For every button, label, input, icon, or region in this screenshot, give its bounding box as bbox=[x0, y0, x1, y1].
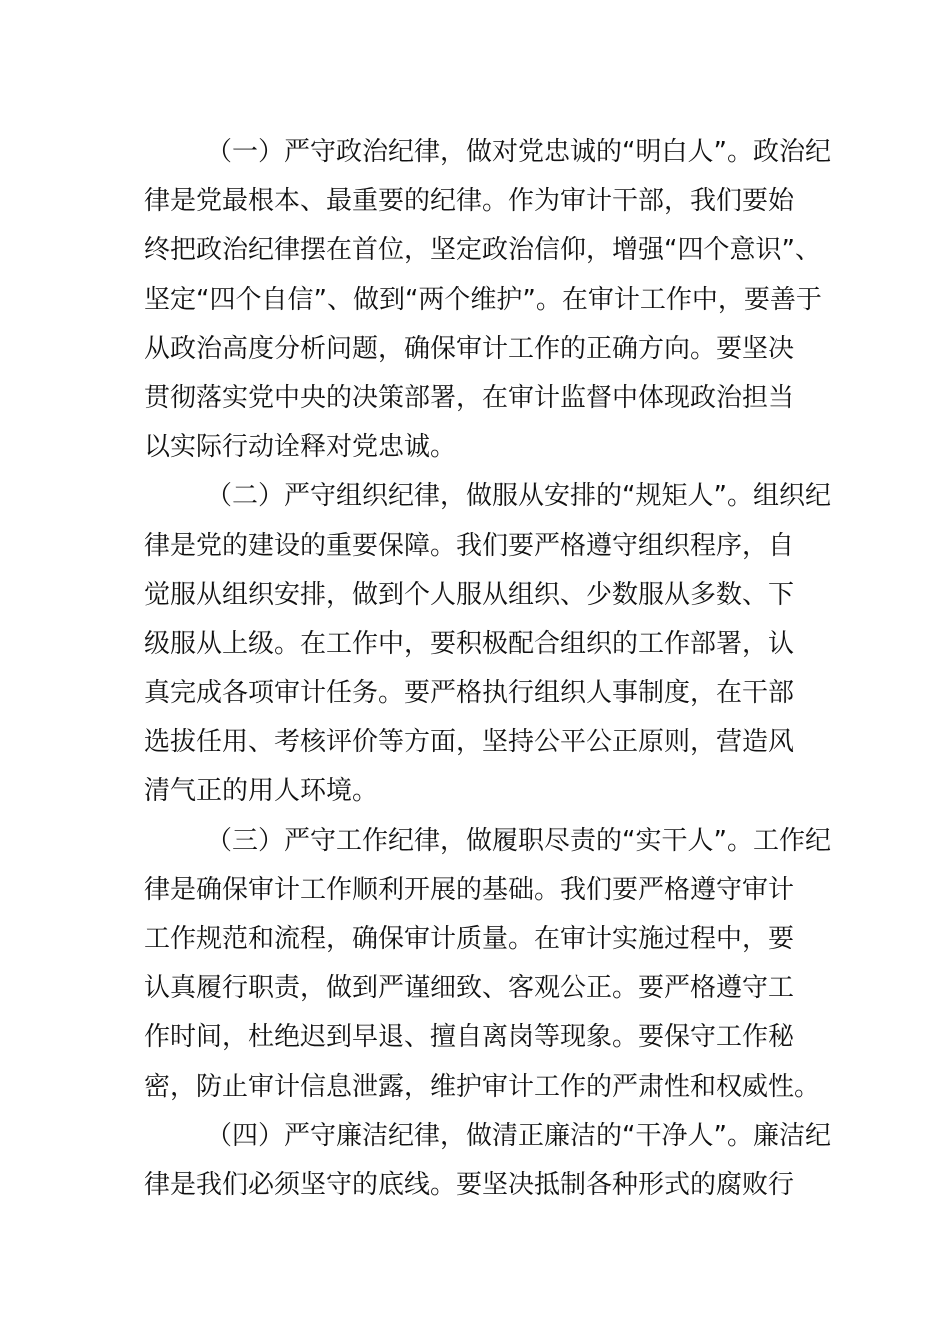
text-line: 贯彻落实党中央的决策部署，在审计监督中体现政治担当 bbox=[144, 382, 795, 413]
paragraph-first-line: （四）严守廉洁纪律，做清正廉洁的“干净人”。廉洁纪 bbox=[206, 1120, 831, 1151]
text-line: 作时间，杜绝迟到早退、擅自离岗等现象。要保守工作秘 bbox=[144, 1022, 795, 1053]
text-line: 律是确保审计工作顺利开展的基础。我们要严格遵守审计 bbox=[144, 874, 795, 905]
document-body bbox=[144, 128, 831, 1210]
text-line: 觉服从组织安排，做到个人服从组织、少数服从多数、下 bbox=[144, 579, 795, 610]
text-line: 律是党的建设的重要保障。我们要严格遵守组织程序，自 bbox=[144, 530, 795, 561]
text-line: 终把政治纪律摆在首位，坚定政治信仰，增强“四个意识”、 bbox=[144, 235, 821, 266]
text-line: 清气正的用人环境。 bbox=[144, 776, 379, 807]
paragraph-first-line: （一）严守政治纪律，做对党忠诚的“明白人”。政治纪 bbox=[206, 137, 831, 167]
text-line: 密，防止审计信息泄露，维护审计工作的严肃性和权威性。 bbox=[144, 1071, 821, 1102]
text-line: 从政治高度分析问题，确保审计工作的正确方向。要坚决 bbox=[144, 333, 795, 364]
text-line: 坚定“四个自信”、做到“两个维护”。在审计工作中，要善于 bbox=[144, 284, 822, 315]
text-line: 认真履行职责，做到严谨细致、客观公正。要严格遵守工 bbox=[144, 973, 795, 1004]
text-line: 律是党最根本、最重要的纪律。作为审计干部，我们要始 bbox=[144, 186, 795, 217]
paragraph-first-line: （三）严守工作纪律，做履职尽责的“实干人”。工作纪 bbox=[206, 825, 831, 856]
text-line: 以实际行动诠释对党忠诚。 bbox=[144, 432, 457, 463]
text-line: 律是我们必须坚守的底线。要坚决抵制各种形式的腐败行 bbox=[144, 1169, 795, 1200]
text-line: 级服从上级。在工作中，要积极配合组织的工作部署，认 bbox=[144, 628, 795, 659]
text-line: 真完成各项审计任务。要严格执行组织人事制度，在干部 bbox=[144, 678, 795, 709]
text-line: 选拔任用、考核评价等方面，坚持公平公正原则，营造风 bbox=[144, 727, 795, 758]
text-line: 工作规范和流程，确保审计质量。在审计实施过程中，要 bbox=[144, 924, 795, 954]
paragraph-first-line: （二）严守组织纪律，做服从安排的“规矩人”。组织纪 bbox=[206, 481, 831, 512]
